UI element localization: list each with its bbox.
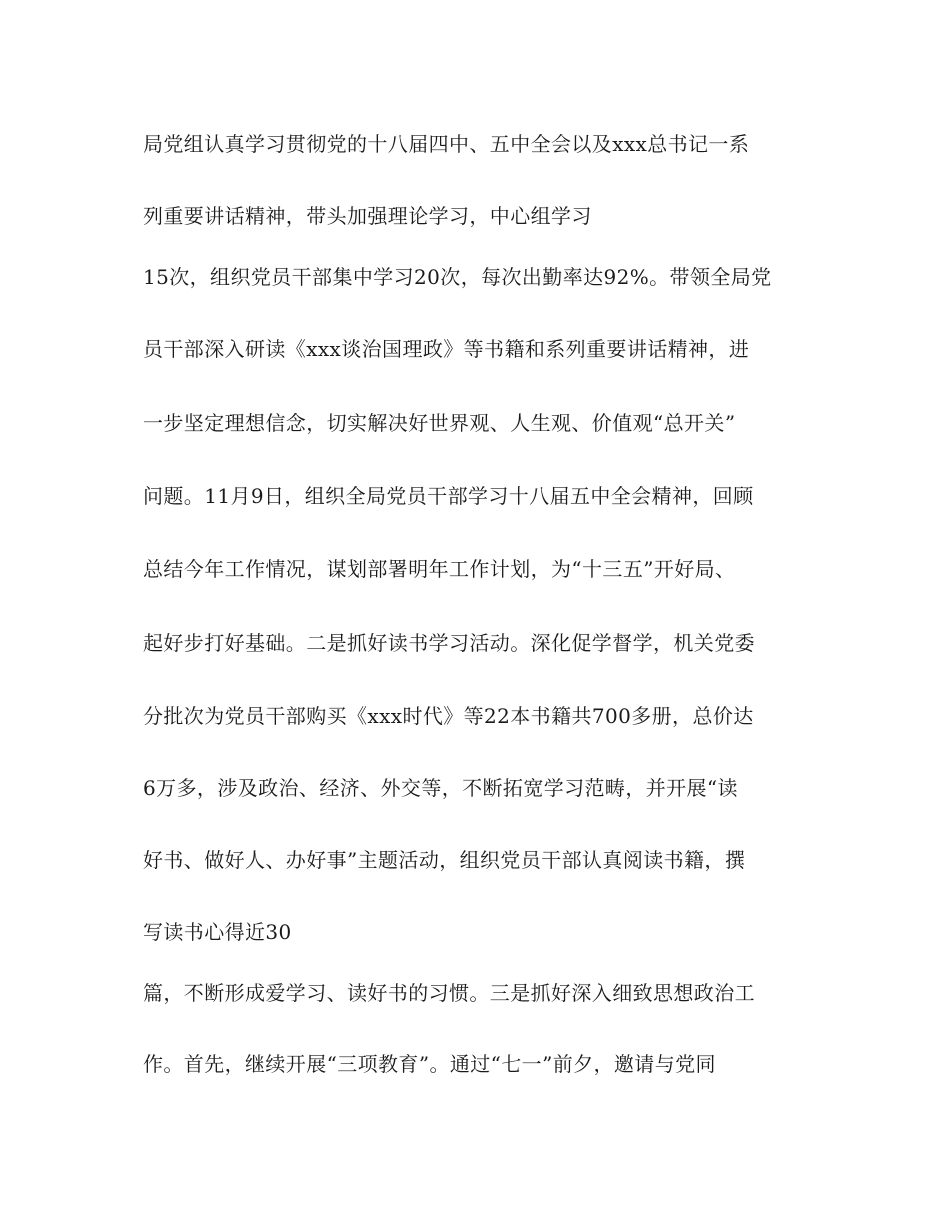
- paragraph-line: 起好步打好基础。二是抓好读书学习活动。深化促学督学，机关党委: [143, 631, 755, 655]
- paragraph-line: 6万多，涉及政治、经济、外交等，不断拓宽学习范畴，并开展“读: [143, 776, 738, 800]
- paragraph-line: 列重要讲话精神，带头加强理论学习，中心组学习: [143, 204, 592, 228]
- paragraph-line: 一步坚定理想信念，切实解决好世界观、人生观、价值观“总开关”: [143, 411, 736, 435]
- paragraph-line: 分批次为党员干部购买《xxx时代》等22本书籍共700多册，总价达: [143, 704, 754, 728]
- paragraph-line: 总结今年工作情况，谋划部署明年工作计划，为“十三五”开好局、: [143, 557, 736, 581]
- paragraph-line: 15次，组织党员干部集中学习20次，每次出勤率达92%。带领全局党: [143, 265, 772, 289]
- paragraph-line: 员干部深入研读《xxx谈治国理政》等书籍和系列重要讲话精神，进: [143, 337, 750, 361]
- paragraph-line: 写读书心得近30: [143, 920, 292, 944]
- paragraph-line: 作。首先，继续开展“三项教育”。通过“七一”前夕，邀请与党同: [143, 1052, 716, 1076]
- paragraph-line: 好书、做好人、办好事”主题活动，组织党员干部认真阅读书籍，撰: [143, 848, 746, 872]
- paragraph-line: 问题。11月9日，组织全局党员干部学习十八届五中全会精神，回顾: [143, 484, 754, 508]
- paragraph-line: 篇，不断形成爱学习、读好书的习惯。三是抓好深入细致思想政治工: [143, 981, 755, 1005]
- paragraph-line: 局党组认真学习贯彻党的十八届四中、五中全会以及xxx总书记一系: [143, 132, 750, 156]
